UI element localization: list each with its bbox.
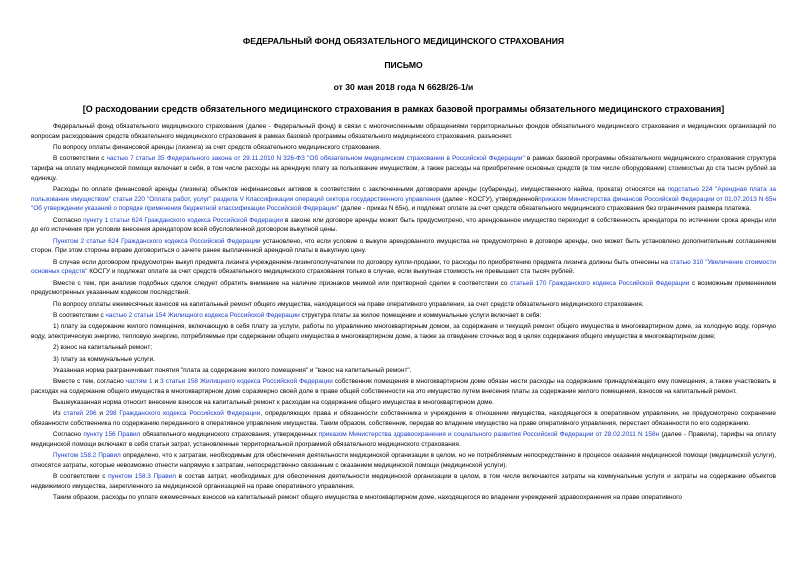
paragraph — [31, 493, 776, 503]
paragraph-text: в рамках базовой программы обязательного медицинского страхования структура тарифа на оплату медицинской помощи включает в себя, в том числе расходы на арендную плату за пользование имуществом, а также расходы на приобретение основных средств (в том числе оборудование) стоимостью до ста тысяч рублей за единицу. — [31, 155, 776, 182]
paragraph-text: В соответствии с — [53, 473, 109, 481]
legal-reference-link[interactable]: частью 7 статьи 35 Федерального закона от 29.11.2010 N 326-ФЗ "Об обязательном медицинском страховании в Российской Федерации" — [106, 155, 525, 163]
issuer-heading: ФЕДЕРАЛЬНЫЙ ФОНД ОБЯЗАТЕЛЬНОГО МЕДИЦИНСКОГО СТРАХОВАНИЯ — [242, 36, 565, 46]
paragraph-text: В случае если договором предусмотрен выкуп предмета лизинга учреждением-лизингополучателем по договору купли-продажи, то расходы по приобретению предмета лизинга должны быть отнесены на — [53, 258, 671, 266]
paragraph-text: КОСГУ и подлежат оплате за счет средств обязательного медицинского страхования только в случае, если выкупная стоимость не превышает ста тысяч рублей. — [87, 268, 575, 276]
paragraph — [31, 279, 776, 298]
paragraph — [31, 300, 776, 310]
paragraph — [31, 122, 776, 141]
paragraph — [31, 451, 776, 470]
paragraph-text: Указанная норма разграничивает понятия "плата за содержание жилого помещения" и "взнос на капитальный ремонт". — [53, 366, 412, 374]
paragraph — [31, 377, 776, 396]
paragraph-text: По вопросу оплаты финансовой аренды (лизинга) за счет средств обязательного медицинского страхования. — [53, 144, 382, 151]
paragraph-text: обязательного медицинского страхования, утвержденных — [140, 431, 319, 439]
paragraph — [31, 366, 776, 376]
paragraph — [31, 355, 776, 365]
legal-reference-link[interactable]: статью 310 "Увеличение стоимости основных средств" — [31, 258, 776, 276]
paragraph — [31, 237, 776, 256]
paragraph-text: установлено, что если условие о выкупе арендованного имущества не предусмотрено в договоре аренды, оно может быть установлено дополнительным соглашением сторон. При этом стороны вправе договориться о зачете ранее выплаченной арендной платы в выкупную цену. — [31, 237, 776, 255]
paragraph — [31, 143, 776, 153]
paragraph — [31, 409, 776, 428]
legal-reference-link[interactable]: приказом Министерства здравоохранения и социального развития Российской Федерации от 28.02.2011 N 158н — [318, 431, 660, 439]
legal-reference-link[interactable]: приказом Министерства финансов Российской Федерации от 01.07.2013 N 65н "Об утверждении указаний о порядке применения бюджетной классификации Российской Федерации" — [31, 195, 776, 213]
paragraph — [31, 311, 776, 321]
paragraph-text: В соответствии с — [53, 312, 106, 319]
paragraph-text: Вместе с тем, согласно — [53, 378, 126, 386]
legal-reference-link[interactable]: пункту 156 Правил — [83, 431, 141, 439]
paragraph-text: 1) плату за содержание жилого помещения, включающую в себя плату за услуги, работы по управлению многоквартирным домом, за содержание и текущий ремонт общего имущества в многоквартирном доме, за холодную воду, горячую воду, электрическую энергию, тепловую энергию, потребляемые при содержании общего имущества в многоквартирном доме, а также за отведение сточных вод в целях содержания общего имущества в многоквартирном доме; — [31, 323, 776, 340]
legal-reference-link[interactable]: Пунктом 2 статьи 624 Гражданского кодекса Российской Федерации — [53, 237, 261, 245]
paragraph-text: Федеральный фонд обязательного медицинского страхования (далее - Федеральный фонд) в связи с многочисленными обращениями территориальных фондов обязательного медицинского страхования и медицинских организаций по вопросам расходования средств обязательного медицинского страхования в рамках базовой программы обязательного медицинского страхования, разъясняет. — [31, 123, 776, 140]
paragraph-text: , определяющих права и обязанности собственника и учреждения в отношении имущества, находящегося в оперативном управлении, не предусмотрено сохранение обязанности собственника по содержанию переданного в оперативное управление имущества. Таким образом, собственник, передав во владение имущество на праве оперативного управления, перестает обязанности по его содержанию. — [31, 410, 776, 428]
legal-reference-link[interactable]: 3 статьи 158 Жилищного кодекса Российской Федерации — [160, 378, 333, 386]
document-body — [31, 122, 776, 503]
legal-reference-link[interactable]: статьей 170 Гражданского кодекса Российской Федерации — [510, 279, 690, 287]
paragraph — [31, 216, 776, 235]
paragraph — [31, 472, 776, 491]
legal-reference-link[interactable]: 298 Гражданского кодекса Российской Федерации — [105, 410, 261, 418]
paragraph-text: в состав затрат, необходимых для обеспечения деятельности медицинской организации в целом, в том числе включаются затраты на коммунальные услуги и затраты на содержание объектов недвижимого имущества, закрепленного за медицинской организацией на праве оперативного управления. — [31, 473, 776, 491]
paragraph — [31, 398, 776, 408]
paragraph-text: Из — [53, 410, 64, 418]
paragraph-text: (далее - КОСГУ), утвержденной — [440, 195, 539, 203]
legal-reference-link[interactable]: Пунктом 158.2 Правил — [53, 452, 121, 460]
paragraph-text: в законе или договоре аренды может быть предусмотрено, что арендованное имущество переходит в собственность арендатора по истечении срока аренды или до его истечения при условии внесения арендатором всей обусловленной договором выкупной цены. — [31, 216, 777, 234]
paragraph-text: 3) плату за коммунальные услуги. — [53, 355, 156, 363]
paragraph-text: и — [96, 410, 106, 418]
paragraph-text: Вышеуказанная норма относит внесение взносов на капитальный ремонт к расходам на содержание общего имущества в многоквартирном доме. — [53, 399, 494, 407]
paragraph-text: и — [152, 378, 161, 386]
paragraph-text: с возможным применением предусмотренных указанным кодексом последствий. — [31, 279, 777, 297]
paragraph-text: структура платы за жилое помещение и коммунальные услуги включает в себя: — [299, 312, 542, 319]
legal-reference-link[interactable]: пунктом 158.3 Правил — [108, 473, 177, 481]
paragraph — [31, 185, 776, 214]
legal-reference-link[interactable]: подстатью 224 "Арендная плата за пользование имуществом" статьи 220 "Оплата работ, услуг" раздела V Классификации операций сектора государственного управления — [31, 186, 776, 203]
legal-reference-link[interactable]: частью 2 статьи 154 Жилищного кодекса Российской Федерации — [105, 312, 300, 319]
document-date: от 30 мая 2018 года N 6628/26-1/и — [333, 82, 474, 92]
legal-reference-link[interactable]: пункту 1 статьи 624 Гражданского кодекса Российской Федерации — [83, 216, 283, 224]
document-type: ПИСЬМО — [384, 60, 423, 70]
paragraph — [31, 343, 776, 353]
paragraph-text: (далее - приказ N 65н), и подлежат оплате за счет средств обязательного медицинского страхования без ограничения размера платежа. — [338, 205, 752, 213]
paragraph-text: (далее - Правила), тарифы на оплату медицинской помощи включают в себя статьи затрат, установленные территориальной программой обязательного медицинского страхования. — [31, 431, 777, 449]
paragraph-text: Таким образом, расходы по уплате ежемесячных взносов на капитальный ремонт общего имущества в многоквартирном доме, находящегося во владении учреждений здравоохранения на праве оперативного — [53, 494, 682, 502]
paragraph-text: Вместе с тем, при анализе подобных сделок следует обратить внимание на наличие признаков мнимой или притворной сделки в соответствии со — [53, 279, 511, 287]
paragraph — [31, 258, 776, 277]
legal-reference-link[interactable]: частям 1 — [125, 378, 153, 386]
paragraph-text: В соответствии с — [53, 155, 107, 163]
paragraph — [31, 322, 776, 341]
paragraph-text: Согласно — [53, 431, 84, 439]
paragraph-text: определено, что к затратам, необходимым для обеспечения деятельности медицинской организации в целом, но не потребляемым непосредственно в процессе оказания медицинской помощи (медицинской услуги), относятся затраты, которые невозможно отнести напрямую к затратам, непосредственно связанным с оказанием медицинской помощи (медицинской услуги). — [31, 452, 776, 470]
paragraph — [31, 154, 776, 183]
paragraph-text: Согласно — [53, 216, 84, 224]
paragraph — [31, 430, 776, 449]
legal-reference-link[interactable]: статей 296 — [63, 410, 97, 418]
paragraph-text: Расходы по оплате финансовой аренды (лизинга) объектов нефинансовых активов в соответствии с заключенными договорами аренды (субаренды), имущественного найма, проката) относятся на — [53, 186, 668, 193]
paragraph-text: собственник помещения в многоквартирном доме обязан нести расходы на содержание принадлежащего ему помещения, а также участвовать в расходах на содержание общего имущества в многоквартирном доме соразмерно своей доле в праве общей собственности на это имущество путем внесения платы за содержание жилого помещения, взносов на капитальный ремонт. — [31, 378, 776, 395]
document-subject: [О расходовании средств обязательного медицинского страхования в рамках базовой программы обязательного медицинского страхования] — [82, 104, 725, 114]
paragraph-text: 2) взнос на капитальный ремонт; — [53, 344, 153, 352]
paragraph-text: По вопросу оплаты ежемесячных взносов на капитальный ремонт общего имущества, находящегося на праве оперативного управления, за счет средств обязательного медицинского страхования. — [53, 300, 644, 308]
